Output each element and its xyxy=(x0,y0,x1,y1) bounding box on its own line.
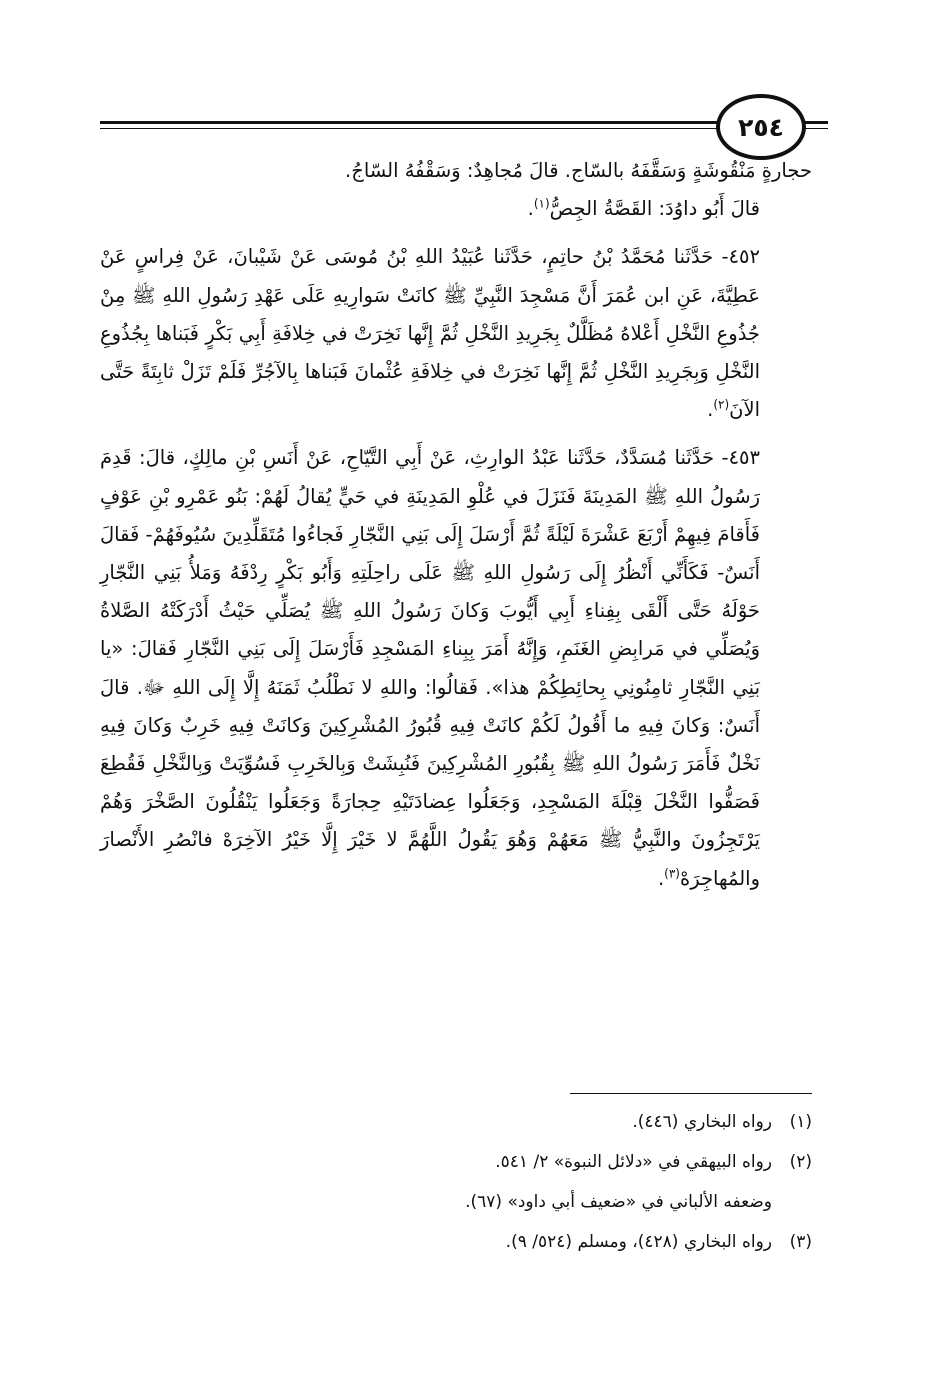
page-header xyxy=(100,92,830,152)
paragraph-continuation: حجارةٍ مَنْقُوشَةٍ وَسَقَّفَهُ بالسّاج. قالَ مُجاهِدٌ: وَسَقْفُهُ السّاجُ. xyxy=(345,159,812,182)
paragraph-abu-dawud-note: قالَ أَبُو داوُدَ: القَصَّةُ الجِصُّ$^{(١)}$. xyxy=(527,196,760,221)
footnote-2: (٢)رواه البيهقي في «دلائل النبوة» ٢/ ٥٤١. xyxy=(495,1152,812,1172)
footnote-2-continuation: وضعفه الألباني في «ضعيف أبي داود» (٦٧). xyxy=(465,1192,772,1212)
footnotes xyxy=(100,1102,812,1262)
header-rule-thin xyxy=(100,128,718,129)
footnote-separator xyxy=(570,1093,812,1094)
footnote-1: (١)رواه البخاري (٤٤٦). xyxy=(632,1112,812,1132)
main-text xyxy=(100,152,812,898)
footnote-ref-2: (٢) xyxy=(713,397,730,412)
footnote-ref-1: (١) xyxy=(533,196,550,211)
page-number: ٢٥٤ xyxy=(716,94,806,160)
hadith-452: ٤٥٢- حَدَّثَنا مُحَمَّدُ بْنُ حاتِمٍ، حَدَّثَنا عُبَيْدُ اللهِ بْنُ مُوسَى عَنْ شَيْبانَ، عَنْ فِراسٍ عَنْ عَطِيَّةَ، عَنِ ابن عُمَرَ أَنَّ مَسْجِدَ النَّبِيِّ ﷺ كانَتْ سَوارِيهِ عَلَى عَهْدِ رَسُولِ اللهِ ﷺ مِنْ جُذُوعِ النَّخْلِ أَعْلاهُ مُظَلَّلٌ بِجَرِيدِ النَّخْلِ ثُمَّ إِنَّها نَخِرَتْ في خِلافَةِ أَبِي بَكْرٍ فَبَناها بِجُذُوعِ النَّخْلِ وَبِجَرِيدِ النَّخْلِ ثُمَّ إِنَّها نَخِرَتْ في خِلافَةِ عُثْمانَ فَبَناها بِالآجُرِّ فَلَمْ تَزَلْ ثابِتَةً حَتَّى الآنَ$^{(٢)}$. xyxy=(100,245,760,422)
header-rule-thick xyxy=(100,121,718,124)
footnote-3: (٣)رواه البخاري (٤٢٨)، ومسلم (٥٢٤/ ٩). xyxy=(505,1232,812,1252)
hadith-453: ٤٥٣- حَدَّثَنا مُسَدَّدٌ، حَدَّثَنا عَبْدُ الوارِثِ، عَنْ أَبِي التَّيّاحِ، عَنْ أَنَسِ بْنِ مالِكٍ، قالَ: قَدِمَ رَسُولُ اللهِ ﷺ المَدِينَةَ فَنَزَلَ في عُلْوِ المَدِينَةِ في حَيٍّ يُقالُ لَهُمْ: بَنُو عَمْرِو بْنِ عَوْفٍ فَأَقامَ فِيهِمْ أَرْبَعَ عَشْرَةَ لَيْلَةً ثُمَّ أَرْسَلَ إِلَى بَنِي النَّجّارِ فَجاءُوا مُتَقَلِّدِينَ سُيُوفَهُمْ- فَقالَ أَنَسٌ- فَكَأَنِّي أَنْظُرُ إِلَى رَسُولِ اللهِ ﷺ عَلَى راحِلَتِهِ وَأَبُو بَكْرٍ رِدْفَهُ وَمَلأُ بَنِي النَّجّارِ حَوْلَهُ حَتَّى أَلْقَى بِفِناءِ أَبِي أَيُّوبَ وَكانَ رَسُولُ اللهِ ﷺ يُصَلِّي حَيْثُ أَدْرَكَتْهُ الصَّلاةُ وَيُصَلِّي في مَرابِضِ الغَنَمِ، وَإِنَّهُ أَمَرَ بِبِناءِ المَسْجِدِ فَأَرْسَلَ إِلَى بَنِي النَّجّارِ فَقالَ: «يا بَنِي النَّجّارِ ثامِنُونِي بِحائِطِكُمْ هذا». فَقالُوا: واللهِ لا نَطْلُبُ ثَمَنَهُ إِلَّا إِلَى اللهِ ﷻ. قالَ أَنَسٌ: وَكانَ فِيهِ ما أَقُولُ لَكُمْ كانَتْ فِيهِ قُبُورُ المُشْرِكِينَ وَكانَتْ فِيهِ خَرِبٌ وَكانَ فِيهِ نَخْلٌ فَأَمَرَ رَسُولُ اللهِ ﷺ بِقُبُورِ المُشْرِكِينَ فَنُبِشَتْ وَبِالخَرِبِ فَسُوِّيَتْ وَبِالنَّخْلِ فَقُطِعَ فَصَفُّوا النَّخْلَ قِبْلَةَ المَسْجِدِ، وَجَعَلُوا عِضادَتَيْهِ حِجارَةً وَجَعَلُوا يَنْقُلُونَ الصَّخْرَ وَهُمْ يَرْتَجِزُونَ والنَّبِيُّ ﷺ مَعَهُمْ وَهُوَ يَقُولُ اللَّهُمَّ لا خَيْرَ إِلَّا خَيْرُ الآخِرَهْ فانْصُرِ الأَنْصارَ والمُهاجِرَهْ$^{(٣)}$. xyxy=(100,446,760,890)
footnote-ref-3: (٣) xyxy=(664,866,680,881)
